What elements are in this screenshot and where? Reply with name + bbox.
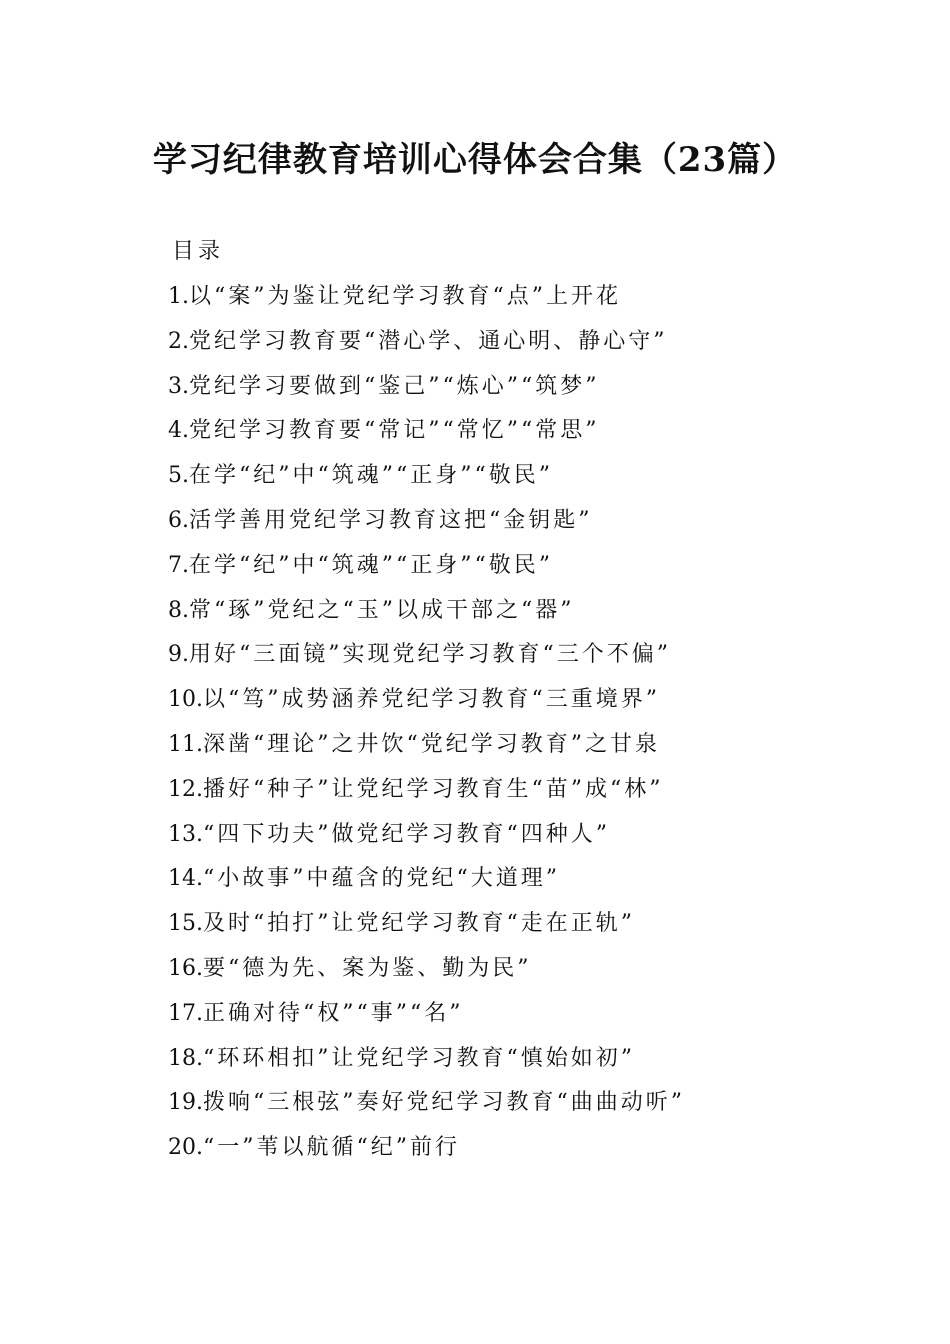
toc-item-text: 播好“种子”让党纪学习教育生“苗”成“林” <box>203 776 664 802</box>
toc-item-text: “小故事”中蕴含的党纪“大道理” <box>203 866 560 892</box>
toc-item <box>168 904 888 949</box>
toc-item-text: “环环相扣”让党纪学习教育“慎始如初” <box>203 1045 635 1071</box>
toc-item-number: 15. <box>168 911 203 937</box>
toc-item-text: 在学“纪”中“筑魂”“正身”“敬民” <box>189 463 553 489</box>
toc-item-number: 2. <box>168 328 189 354</box>
toc-item-number: 11. <box>168 731 203 757</box>
toc-item-number: 6. <box>168 507 189 533</box>
toc-item <box>168 591 888 636</box>
toc-item <box>168 815 888 860</box>
toc-item-number: 7. <box>168 552 189 578</box>
toc-item-text: 拨响“三根弦”奏好党纪学习教育“曲曲动听” <box>203 1090 685 1116</box>
toc-item <box>168 456 888 501</box>
toc-item-text: 党纪学习要做到“鉴己”“炼心”“筑梦” <box>189 373 600 399</box>
toc-item-text: 正确对待“权”“事”“名” <box>203 1000 464 1026</box>
toc-item-number: 17. <box>168 1000 203 1026</box>
toc-item-number: 13. <box>168 821 203 847</box>
toc-item-number: 20. <box>168 1135 203 1161</box>
toc-item-number: 16. <box>168 955 203 981</box>
toc-item-number: 5. <box>168 463 189 489</box>
toc-item <box>168 277 888 322</box>
toc-item <box>168 501 888 546</box>
toc-item <box>168 1083 888 1128</box>
toc-item-number: 10. <box>168 687 203 713</box>
toc-item <box>168 949 888 994</box>
toc-item <box>168 322 888 367</box>
toc-item-number: 12. <box>168 776 203 802</box>
toc-item-text: 以“案”为鉴让党纪学习教育“点”上开花 <box>189 284 621 309</box>
toc-item <box>168 411 888 456</box>
toc-item-text: 党纪学习教育要“潜心学、通心明、静心守” <box>189 328 668 354</box>
toc-item <box>168 770 888 815</box>
toc-item <box>168 994 888 1039</box>
toc-item-text: 在学“纪”中“筑魂”“正身”“敬民” <box>189 552 553 578</box>
toc-item <box>168 635 888 680</box>
toc-item-text: “四下功夫”做党纪学习教育“四种人” <box>203 821 610 847</box>
toc-item-text: 常“琢”党纪之“玉”以成干部之“器” <box>189 597 575 623</box>
table-of-contents <box>168 277 888 1173</box>
toc-item-text: 用好“三面镜”实现党纪学习教育“三个不偏” <box>189 642 671 668</box>
toc-item <box>168 680 888 725</box>
toc-item-number: 3. <box>168 373 189 399</box>
toc-item-text: “一”苇以航循“纪”前行 <box>203 1135 460 1161</box>
toc-item <box>168 1128 888 1173</box>
toc-item <box>168 725 888 770</box>
toc-item <box>168 859 888 904</box>
toc-item <box>168 546 888 591</box>
toc-heading: 目录 <box>172 239 225 264</box>
toc-item-text: 以“笃”成势涵养党纪学习教育“三重境界” <box>203 687 660 713</box>
toc-item-text: 要“德为先、案为鉴、勤为民” <box>203 955 532 981</box>
toc-item-text: 及时“拍打”让党纪学习教育“走在正轨” <box>203 911 635 937</box>
toc-item-number: 14. <box>168 866 203 892</box>
document-title: 学习纪律教育培训心得体会合集（23篇） <box>152 140 798 180</box>
toc-item-number: 1. <box>168 284 189 309</box>
toc-item <box>168 367 888 412</box>
toc-item-number: 9. <box>168 642 189 668</box>
toc-item <box>168 1039 888 1084</box>
toc-item-text: 活学善用党纪学习教育这把“金钥匙” <box>189 507 593 533</box>
toc-item-text: 党纪学习教育要“常记”“常忆”“常思” <box>189 418 600 444</box>
toc-item-number: 19. <box>168 1090 203 1116</box>
toc-item-text: 深凿“理论”之井饮“党纪学习教育”之甘泉 <box>203 731 660 757</box>
toc-item-number: 4. <box>168 418 189 444</box>
toc-item-number: 8. <box>168 597 189 623</box>
toc-item-number: 18. <box>168 1045 203 1071</box>
